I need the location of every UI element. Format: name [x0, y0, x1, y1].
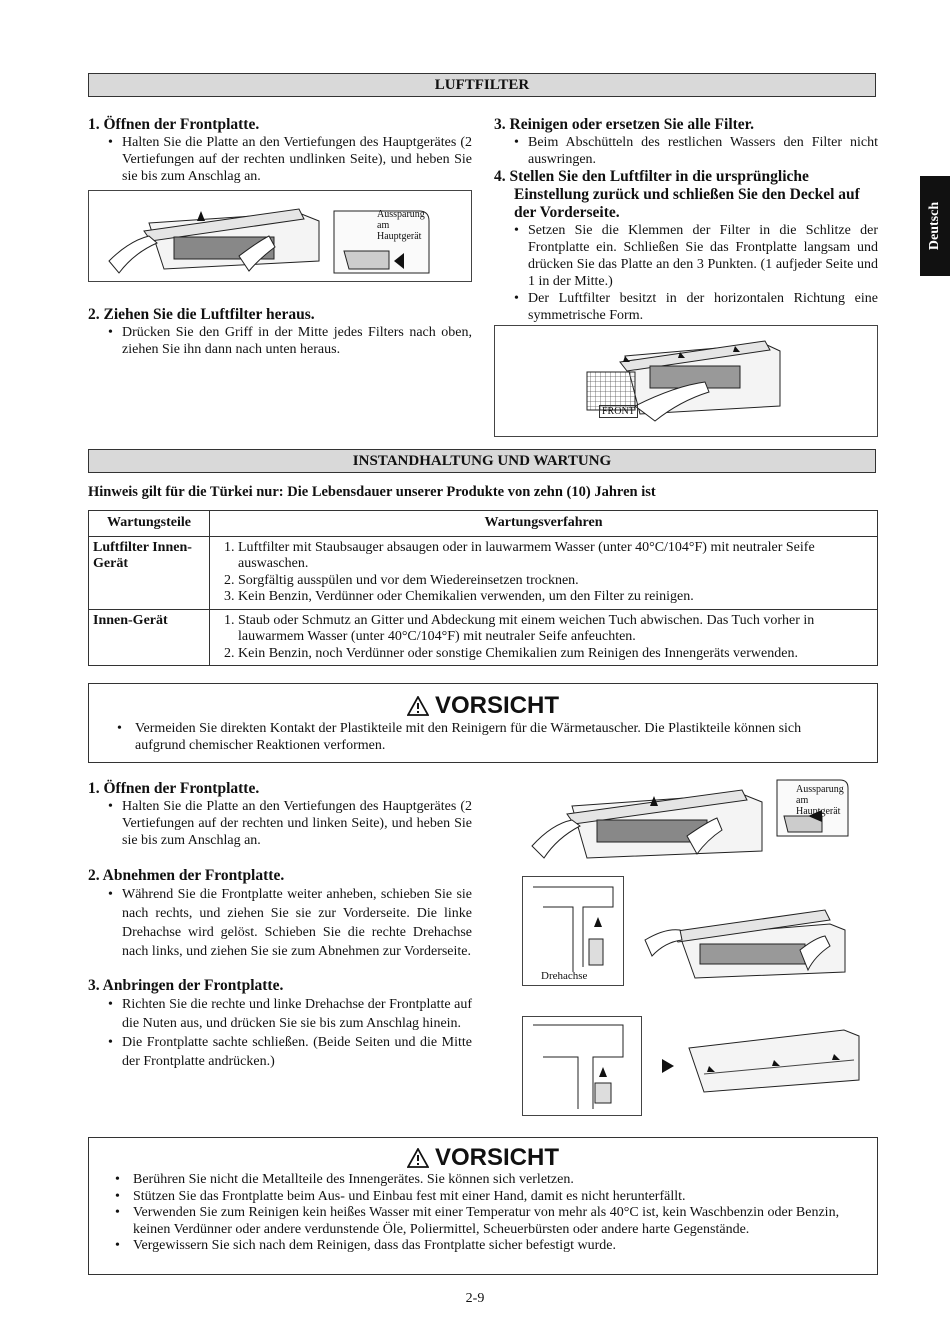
figure-hinge-detail [522, 876, 624, 986]
ac-unit-filter-illustration [495, 326, 877, 436]
figure-attach-detail [522, 1016, 642, 1116]
table-step: 2. Kein Benzin, noch Verdünner oder sonstige Chemikalien zum Reinigen des Innengeräts verwenden. [238, 646, 873, 663]
caution-title-1-text: VORSICHT [434, 692, 559, 719]
figure-label-recess-2: Aussparung am Hauptgerät [796, 784, 844, 817]
figure-remove-panel [640, 900, 855, 990]
wartung-notice: Hinweis gilt für die Türkei nur: Die Lebensdauer unserer Produkte von zehn (10) Jahren ist [88, 484, 656, 500]
luftfilter-left-column [88, 116, 472, 185]
table-step: 3. Kein Benzin, Verdünner oder Chemikalien verwenden, um den Filter zu reinigen. [238, 589, 873, 606]
language-tab [920, 176, 950, 276]
table-cell-part: Innen-Gerät [89, 609, 210, 666]
table-step: 1. Staub oder Schmutz an Gitter und Abdeckung mit einem weichen Tuch abwischen. Das Tuch vorher in lauwarmem Wasser (unter 40°C/104°F) mit neutraler Seife anfeuchten. [238, 613, 873, 646]
luftfilter-step2 [88, 306, 472, 358]
caution-title-2-text: VORSICHT [434, 1144, 559, 1171]
figure-open-front-panel [88, 190, 472, 282]
table-header-procedures: Wartungsverfahren [210, 511, 878, 537]
luftfilter-step1-title: 1. Öffnen der Frontplatte. [88, 116, 260, 133]
table-row [89, 536, 878, 609]
attach-detail-illustration [523, 1017, 641, 1115]
luftfilter-heading: LUFTFILTER [88, 73, 876, 97]
figure-label-recess: Aussparung am Hauptgerät [377, 209, 425, 242]
luftfilter-step2-title: 2. Ziehen Sie die Luftfilter heraus. [88, 306, 315, 323]
luftfilter-step4-bullet1: • Setzen Sie die Klemmen der Filter in die Schlitze der Frontplatte ein. Schließen Sie das Frontplatte langsam und drücken Sie das Platte an den 3 Punkten. (1 aufjeder Seite und 1 in der Mitte.) [514, 222, 878, 290]
caution-box-1 [88, 683, 878, 763]
frontplatte-step2-bullet: • Während Sie die Frontplatte weiter anheben, schieben Sie sie nach rechts, und ziehen Sie sie zur Vorderseite. Die linke Drehachse wird gelöst. Schieben Sie die rechte Drehachse nach links, und ziehen Sie sie zum Abnehmen zur Vorderseite. [108, 885, 472, 961]
frontplatte-step3-bullet2: • Die Frontplatte sachte schließen. (Beide Seiten und die Mitte der Frontplatte andrücken.) [108, 1033, 472, 1071]
maintenance-table [88, 510, 878, 666]
luftfilter-step4-title: 4. Stellen Sie den Luftfilter in die ursprüngliche Einstellung zurück und schließen Sie den Deckel auf der Vorderseite. [494, 168, 860, 221]
frontplatte-column [88, 780, 472, 1071]
caution-1-bullet: • Vermeiden Sie direkten Kontakt der Plastikteile mit den Reinigern für die Wärmetauscher. Die Plastikteile können sich aufgrund chemischer Reaktionen verformen. [117, 720, 849, 754]
caution-2-bullet-2: • Stützen Sie das Frontplatte beim Aus- und Einbau fest mit einer Hand, damit es nicht herunterfällt. [115, 1189, 851, 1206]
wartung-heading: INSTANDHALTUNG UND WARTUNG [88, 449, 876, 473]
luftfilter-step3-bullet: • Beim Abschütteln des restlichen Wassers den Filter nicht auswringen. [514, 134, 878, 168]
frontplatte-step1-title: 1. Öffnen der Frontplatte. [88, 780, 260, 797]
luftfilter-step2-bullet: • Drücken Sie den Griff in der Mitte jedes Filters nach oben, ziehen Sie ihn dann nach unten heraus. [108, 324, 472, 358]
luftfilter-step1-bullet: • Halten Sie die Platte an den Vertiefungen des Hauptgerätes (2 Vertiefungen auf der rechten undlinken Seite), und heben Sie sie bis zum Anschlag an. [108, 134, 472, 185]
figure-open-panel [522, 776, 852, 866]
arrow-right-icon [660, 1058, 676, 1074]
warning-triangle-icon [407, 1148, 429, 1168]
frontplatte-step2-title: 2. Abnehmen der Frontplatte. [88, 867, 285, 884]
luftfilter-step4-bullet2: • Der Luftfilter besitzt in der horizontalen Richtung eine symmetrische Form. [514, 290, 878, 324]
caution-2-bullet-4: • Vergewissern Sie sich nach dem Reinigen, dass das Frontplatte sicher befestigt wurde. [115, 1238, 851, 1255]
page-number: 2-9 [465, 1291, 485, 1306]
figure-label-front: FRONT [599, 405, 638, 418]
frontplatte-step1-bullet: • Halten Sie die Platte an den Vertiefungen des Hauptgerätes (2 Vertiefungen auf der rechten und linken Seite), und heben Sie sie bis zum Anschlag an. [108, 798, 472, 849]
figure-label-hinge: Drehachse [541, 970, 588, 982]
caution-2-bullet-1: • Berühren Sie nicht die Metallteile des Innengerätes. Sie können sich verletzen. [115, 1172, 851, 1189]
figure-closed-unit [684, 1020, 864, 1100]
luftfilter-step3-title: 3. Reinigen oder ersetzen Sie alle Filter. [494, 116, 754, 133]
caution-title-1 [117, 692, 849, 720]
warning-triangle-icon [407, 696, 429, 716]
table-row [89, 609, 878, 666]
figure-insert-filter [494, 325, 878, 437]
frontplatte-step3-bullet1: • Richten Sie die rechte und linke Drehachse der Frontplatte auf die Nuten aus, und drücken Sie sie bis zum Anschlag hinein. [108, 995, 472, 1033]
caution-box-2 [88, 1137, 878, 1275]
table-step: 2. Sorgfältig ausspülen und vor dem Wiedereinsetzen trocknen. [238, 573, 873, 590]
table-step: 1. Luftfilter mit Staubsauger absaugen oder in lauwarmem Wasser (unter 40°C/104°F) mit neutraler Seife auswaschen. [238, 540, 873, 573]
table-cell-steps [210, 609, 878, 666]
frontplatte-step3-title: 3. Anbringen der Frontplatte. [88, 977, 284, 994]
caution-title-2 [115, 1144, 851, 1172]
ac-closed-unit-illustration [684, 1020, 864, 1100]
table-header-parts: Wartungsteile [89, 511, 210, 537]
hinge-detail-illustration [523, 877, 623, 985]
language-tab-label: Deutsch [927, 201, 942, 251]
ac-remove-panel-illustration [640, 900, 855, 990]
table-header-row [89, 511, 878, 537]
table-cell-part: Luftfilter Innen-Gerät [89, 536, 210, 609]
table-cell-steps [210, 536, 878, 609]
luftfilter-right-column [494, 116, 878, 324]
caution-2-bullet-3: • Verwenden Sie zum Reinigen kein heißes Wasser mit einer Temperatur von mehr als 40°C ist, kein Waschbenzin oder Benzin, keinen Verdünner oder andere verdunstende Öle, Poliermittel, Scheuerbürsten oder andere harte Gegenstände. [115, 1205, 851, 1238]
